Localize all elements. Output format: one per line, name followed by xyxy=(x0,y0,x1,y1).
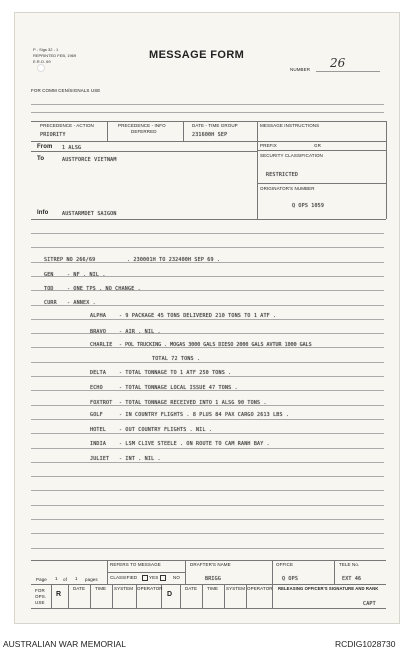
system-label-r: SYSTEM xyxy=(114,586,134,591)
body-line-12-key: HOTEL xyxy=(90,427,107,433)
number-value: 26 xyxy=(330,56,346,70)
classified-yes-checkbox[interactable] xyxy=(142,575,148,581)
drafter-label: DRAFTER'S NAME xyxy=(190,562,231,567)
body-line-6-text: - POL TRUCKING . MOGAS 3000 GALS DIESO 2000 GALS AVTUR 1000 GALS xyxy=(119,342,312,348)
body-line-4-key: ALPHA xyxy=(90,313,107,319)
releasing-value: CAPT xyxy=(363,601,376,607)
message-instructions-label: MESSAGE INSTRUCTIONS xyxy=(260,123,320,128)
ruled-line xyxy=(31,533,384,534)
from-value: 1 ALSG xyxy=(62,145,82,151)
body-line-9-key: ECHO xyxy=(90,385,103,391)
ruled-line xyxy=(31,462,384,463)
punch-hole xyxy=(37,64,45,72)
body-line-8-key: DELTA xyxy=(90,370,107,376)
body-line-11-key: GOLF xyxy=(90,412,103,418)
time-label-r: TIME xyxy=(95,586,107,591)
body-line-3-key: CURR xyxy=(44,300,57,306)
office-value: Q OPS xyxy=(282,576,299,582)
classified-label: CLASSIFIED xyxy=(110,575,138,580)
body-line-9-text: - TOTAL TONNAGE LOCAL ISSUE 47 TONS . xyxy=(119,385,238,391)
ruled-line xyxy=(31,490,384,491)
ruled-line xyxy=(31,476,384,477)
body-line-0-text: . 230001H TO 232400H SEP 69 . xyxy=(127,257,221,263)
time-label-d: TIME xyxy=(207,586,219,591)
precedence-action-value: PRIORITY xyxy=(40,132,66,138)
ruled-line xyxy=(31,419,384,420)
form-title: MESSAGE FORM xyxy=(149,49,245,61)
refers-label: REFERS TO MESSAGE xyxy=(110,562,161,567)
body-line-3-text: - ANNEX . xyxy=(67,300,96,306)
body-line-10-key: FOXTROT xyxy=(90,400,113,406)
body-line-13-text: - LSM CLIVE STEELE . ON ROUTE TO CAM RANH BAY . xyxy=(119,441,270,447)
body-line-5-key: BRAVO xyxy=(90,329,107,335)
info-value: AUSTARMDET SAIGON xyxy=(62,211,117,217)
body-line-1-text: - NF . NIL . xyxy=(67,272,106,278)
footer-id: RCDIG1028730 xyxy=(335,639,396,649)
tele-value: EXT 46 xyxy=(342,576,362,582)
number-label: NUMBER xyxy=(290,67,311,72)
security-value: RESTRICTED xyxy=(266,172,299,178)
body-line-11-text: - IN COUNTRY FLIGHTS . 8 PLUS 84 PAX CARGO 2613 LBS . xyxy=(119,412,290,418)
to-value: AUSTFORCE VIETNAM xyxy=(62,157,117,163)
precedence-action-label: PRECEDENCE - ACTION xyxy=(40,123,94,128)
body-line-7-text: TOTAL 72 TONS . xyxy=(152,356,201,362)
yes-label: YES xyxy=(149,575,159,580)
body-line-4-text: - 9 PACKAGE 45 TONS DELIVERED 210 TONS TO 1 ATF . xyxy=(119,313,277,319)
date-label-d: DATE xyxy=(185,586,198,591)
r-label: R xyxy=(56,591,62,598)
pages-label: pages xyxy=(85,577,98,582)
classified-no-checkbox[interactable] xyxy=(160,575,166,581)
operator-label-d: OPERATOR xyxy=(247,586,273,591)
precedence-info-label: PRECEDENCE - INFO xyxy=(118,123,166,128)
no-label: NO xyxy=(173,575,180,580)
operator-label-r: OPERATOR xyxy=(137,586,163,591)
form-code: P - Sigs 32 - 1 xyxy=(33,47,59,52)
deferred-label: DEFERRED xyxy=(131,129,157,134)
ruled-line xyxy=(31,448,384,449)
from-label: From xyxy=(37,144,53,150)
print-stamp: E.R.O. 69 xyxy=(33,59,51,64)
ruled-line xyxy=(31,433,384,434)
for-ops-label: FOR OPS. USE xyxy=(35,588,47,605)
ruled-line xyxy=(31,362,384,363)
body-line-12-text: - OUT COUNTRY FLIGHTS . NIL . xyxy=(119,427,213,433)
page-label: Page xyxy=(36,577,47,582)
ruled-line xyxy=(31,319,384,320)
body-line-14-text: - INT . NIL . xyxy=(119,456,161,462)
releasing-label: RELEASING OFFICER'S SIGNATURE AND RANK xyxy=(278,586,379,591)
reprint-note: REPRINTED FEB, 1969 xyxy=(33,53,77,58)
originator-value: Q OPS 1059 xyxy=(292,203,325,209)
security-label: SECURITY CLASSIFICATION xyxy=(260,153,323,158)
d-label: D xyxy=(167,591,173,598)
ruled-line xyxy=(31,247,384,248)
office-label: OFFICE xyxy=(276,562,294,567)
ruled-line xyxy=(31,333,384,334)
body-line-2-key: TOD xyxy=(44,286,54,292)
body-line-2-text: - ONE TPS . NO CHANGE . xyxy=(67,286,141,292)
tele-label: TELE No. xyxy=(339,562,360,567)
comm-cen-label: FOR COMM CEN/SIGNALS USE xyxy=(31,88,101,93)
to-label: To xyxy=(37,156,45,162)
dtg-label: DATE - TIME GROUP xyxy=(192,123,238,128)
ruled-line xyxy=(31,519,384,520)
body-line-0-key: SITREP NO 266/69 xyxy=(44,257,96,263)
page-num: 1 xyxy=(55,576,58,581)
body-line-10-text: - TOTAL TONNAGE RECEIVED INTO 1 ALSG 90 TONS . xyxy=(119,400,267,406)
ruled-line xyxy=(31,548,384,549)
info-label: Info xyxy=(37,210,49,216)
body-line-5-text: - AIR . NIL . xyxy=(119,329,161,335)
gr-label: GR xyxy=(314,143,321,148)
originator-label: ORIGINATOR'S NUMBER xyxy=(260,186,315,191)
body-line-1-key: GEN xyxy=(44,272,54,278)
ruled-line xyxy=(31,233,384,234)
body-line-14-key: JULIET xyxy=(90,456,110,462)
system-label-d: SYSTEM xyxy=(226,586,246,591)
dtg-value: 231600H SEP xyxy=(192,132,228,138)
body-line-8-text: - TOTAL TONNAGE TO 1 ATF 250 TONS . xyxy=(119,370,232,376)
ruled-line xyxy=(31,376,384,377)
body-line-13-key: INDIA xyxy=(90,441,107,447)
body-line-6-key: CHARLIE xyxy=(90,342,113,348)
drafter-value: BRIGG xyxy=(205,576,222,582)
of-label: of xyxy=(63,577,67,582)
date-label-r: DATE xyxy=(73,586,86,591)
page-total: 1 xyxy=(75,576,78,581)
ruled-line xyxy=(31,505,384,506)
footer-institution: AUSTRALIAN WAR MEMORIAL xyxy=(3,639,126,649)
prefix-label: PREFIX xyxy=(260,143,277,148)
